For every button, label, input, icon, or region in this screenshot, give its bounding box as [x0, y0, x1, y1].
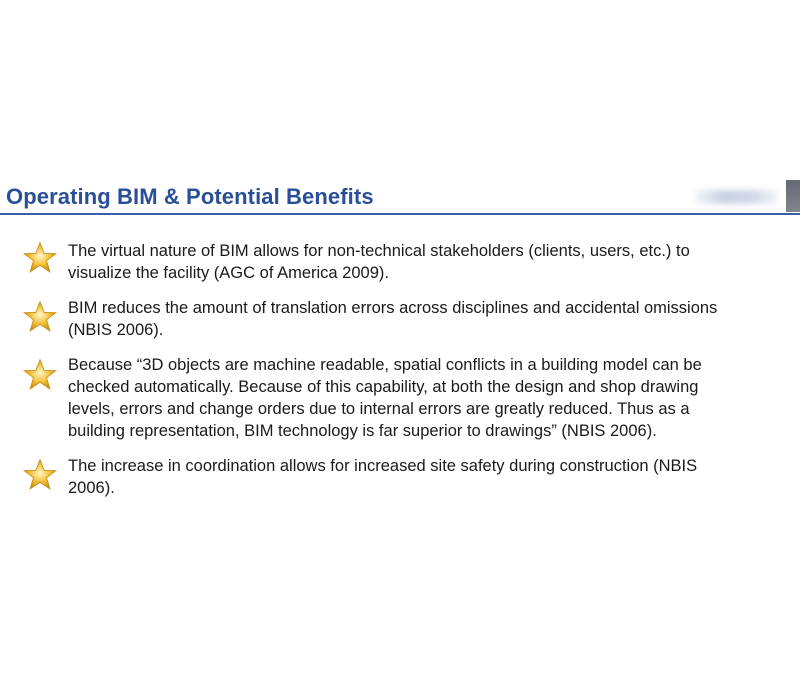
bullet-text: The virtual nature of BIM allows for non-technical stakeholders (clients, users, etc.) to visualize the facility (AGC of America 2009). — [68, 242, 690, 282]
bullet-item — [0, 455, 800, 499]
star-icon — [22, 457, 58, 493]
bullet-text: The increase in coordination allows for increased site safety during construction (NBIS 2006). — [68, 457, 698, 497]
bullet-text: Because “3D objects are machine readable, spatial conflicts in a building model can be checked automatically. Because of this capability, at both the design and shop drawing levels, errors and change orders due to internal errors are greatly reduced. Thus as a building representation, BIM technology is far superior to drawings” (NBIS 2006). — [68, 356, 702, 440]
header-corner-shadow — [786, 180, 800, 212]
benefits-bullet-list — [0, 240, 800, 512]
slide-title: Operating BIM & Potential Benefits — [6, 184, 374, 209]
bullet-text: BIM reduces the amount of translation errors across disciplines and accidental omissions (NBIS 2006). — [68, 299, 718, 339]
star-icon — [22, 240, 58, 276]
bullet-item — [0, 297, 800, 341]
star-icon — [22, 357, 58, 393]
star-icon — [22, 299, 58, 335]
bullet-item — [0, 354, 800, 442]
blurred-header-tag — [694, 190, 778, 204]
title-underline-rule — [0, 213, 800, 215]
bullet-item — [0, 240, 800, 284]
slide-header — [0, 178, 800, 216]
